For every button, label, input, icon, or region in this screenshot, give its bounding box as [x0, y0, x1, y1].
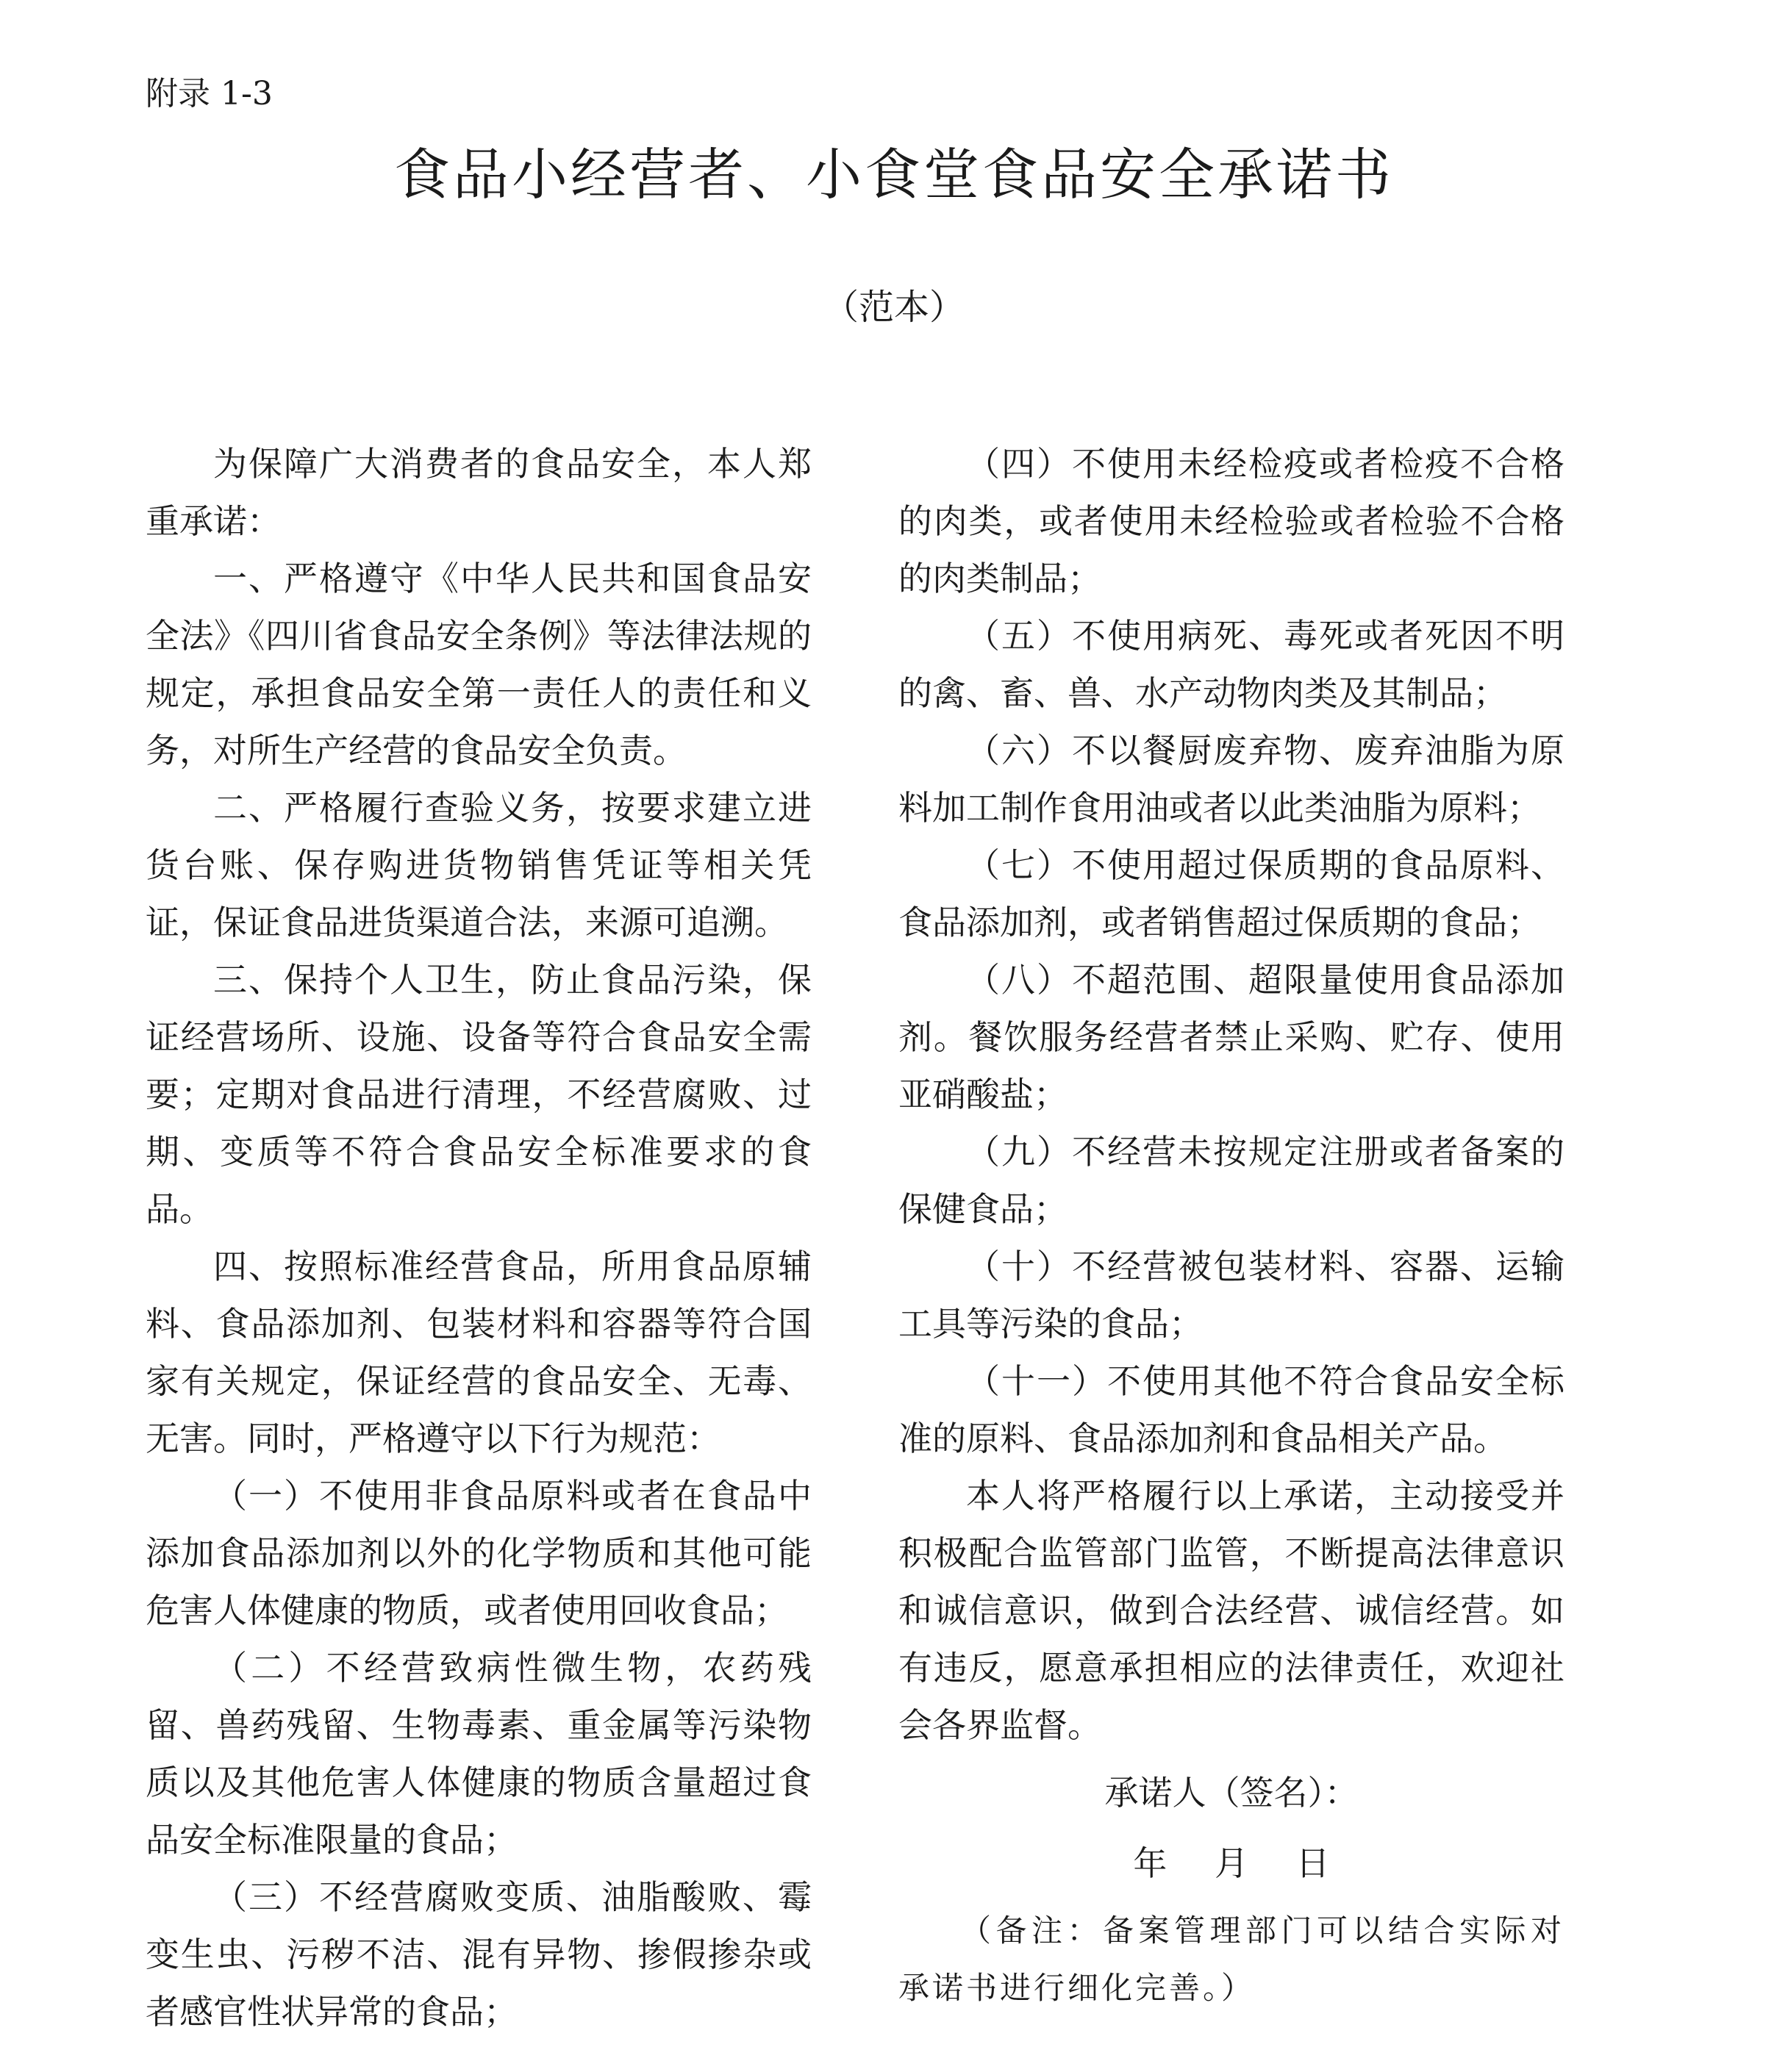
appendix-label: 附录 1-3: [146, 75, 273, 112]
sub-clause-5: （五）不使用病死、毒死或者死因不明的禽、畜、兽、水产动物肉类及其制品；: [898, 616, 1564, 713]
clause-3: 三、保持个人卫生，防止食品污染，保证经营场所、设施、设备等符合食品安全需要；定期对食品进行清理，不经营腐败、过期、变质等不符合食品安全标准要求的食品。: [146, 960, 812, 1229]
sub-clause-6: （六）不以餐厨废弃物、废弃油脂为原料加工制作食用油或者以此类油脂为原料；: [898, 731, 1564, 828]
clause-2: 二、严格履行查验义务，按要求建立进货台账、保存购进货物销售凭证等相关凭证，保证食品进货渠道合法，来源可追溯。: [146, 788, 812, 942]
sub-clause-4: （四）不使用未经检疫或者检疫不合格的肉类，或者使用未经检验或者检验不合格的肉类制品；: [898, 444, 1564, 598]
clause-1: 一、严格遵守《中华人民共和国食品安全法》《四川省食品安全条例》等法律法规的规定，承担食品安全第一责任人的责任和义务，对所生产经营的食品安全负责。: [146, 559, 812, 770]
sub-clause-2: （二）不经营致病性微生物，农药残留、兽药残留、生物毒素、重金属等污染物质以及其他危害人体健康的物质含量超过食品安全标准限量的食品；: [146, 1648, 812, 1860]
clause-4: 四、按照标准经营食品，所用食品原辅料、食品添加剂、包装材料和容器等符合国家有关规定，保证经营的食品安全、无毒、无害。同时，严格遵守以下行为规范：: [146, 1247, 812, 1458]
right-column: [898, 435, 1564, 2017]
signature-line: 承诺人（签名）：: [1104, 1773, 1359, 1813]
date-line: 年 月 日: [1133, 1843, 1330, 1883]
document-title: 食品小经营者、小食堂食品安全承诺书: [394, 142, 1394, 207]
sub-clause-3: （三）不经营腐败变质、油脂酸败、霉变生虫、污秽不洁、混有异物、掺假掺杂或者感官性状异常的食品；: [146, 1877, 812, 2032]
note-paragraph: （备注：备案管理部门可以结合实际对承诺书进行细化完善。）: [898, 1913, 1564, 2006]
left-column: [146, 435, 812, 2040]
document-subtitle: （范本）: [823, 287, 965, 328]
sub-clause-8: （八）不超范围、超限量使用食品添加剂。餐饮服务经营者禁止采购、贮存、使用亚硝酸盐；: [898, 960, 1564, 1114]
sub-clause-10: （十）不经营被包装材料、容器、运输工具等污染的食品；: [898, 1247, 1564, 1344]
sub-clause-11: （十一）不使用其他不符合食品安全标准的原料、食品添加剂和食品相关产品。: [898, 1361, 1564, 1458]
sub-clause-7: （七）不使用超过保质期的食品原料、食品添加剂，或者销售超过保质期的食品；: [898, 845, 1564, 942]
intro-paragraph: 为保障广大消费者的食品安全，本人郑重承诺：: [146, 444, 812, 541]
closing-paragraph: 本人将严格履行以上承诺，主动接受并积极配合监管部门监管，不断提高法律意识和诚信意识，做到合法经营、诚信经营。如有违反，愿意承担相应的法律责任，欢迎社会各界监督。: [898, 1476, 1564, 1745]
sub-clause-9: （九）不经营未按规定注册或者备案的保健食品；: [898, 1132, 1564, 1229]
sub-clause-1: （一）不使用非食品原料或者在食品中添加食品添加剂以外的化学物质和其他可能危害人体健康的物质，或者使用回收食品；: [146, 1476, 812, 1630]
